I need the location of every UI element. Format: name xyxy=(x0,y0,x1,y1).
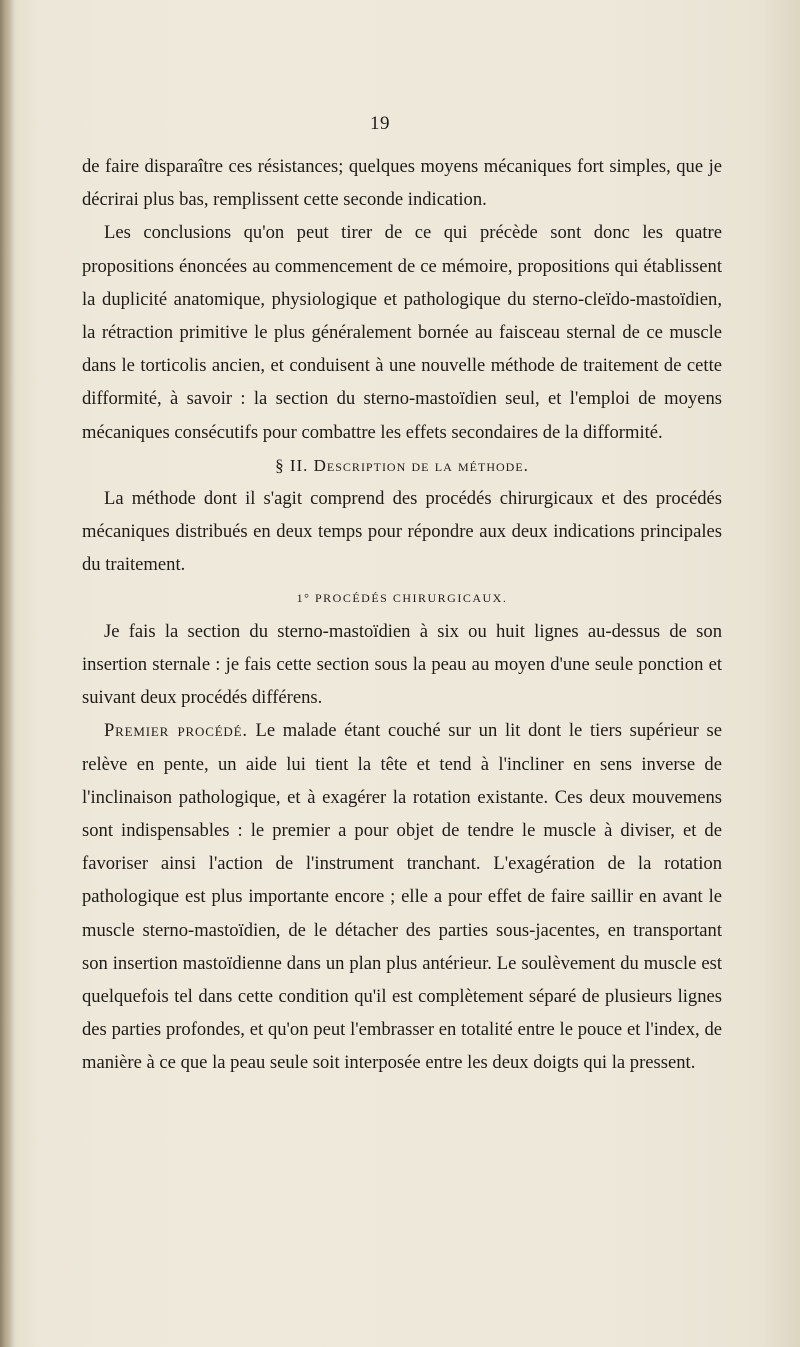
body-text xyxy=(82,150,722,1080)
section-heading-text: § II. Description de la méthode. xyxy=(275,455,529,475)
paragraph-4: Je fais la section du sterno-mastoïdien à six ou huit lignes au-dessus de son insertion sternale : je fais cette section sous la peau au moyen d'une seule ponction et suivant deux procédés différens. xyxy=(82,620,722,709)
sub-heading: 1° PROCÉDÉS CHIRURGICAUX. xyxy=(296,590,508,605)
page-number: 19 xyxy=(370,113,390,134)
paragraph-5-lead: Premier procédé. xyxy=(104,720,248,742)
paragraph-3: La méthode dont il s'agit comprend des procédés chirurgicaux et des procédés mécaniques distribués en deux temps pour répondre aux deux indications principales du traitement. xyxy=(82,488,722,576)
spine-shadow xyxy=(0,0,14,1347)
section-heading xyxy=(82,449,722,482)
paragraph-2: Les conclusions qu'on peut tirer de ce qui précède sont donc les quatre propositions énoncées au commencement de ce mémoire, propositions qui établissent la duplicité anatomique, physiologique et pathologique du sterno-cleïdo-mastoïdien, la rétraction primitive le plus généralement bornée au faisceau sternal de ce muscle dans le torticolis ancien, et conduisent à une nouvelle méthode de traitement de cette difformité, à savoir : la section du sterno-mastoïdien seul, et l'emploi de moyens mécaniques consécutifs pour combattre les effets secondaires de la difformité. xyxy=(82,222,722,443)
paragraph-1: de faire disparaître ces résistances; quelques moyens mécaniques fort simples, que je décrirai plus bas, remplissent cette seconde indication. xyxy=(82,156,722,211)
paragraph-5-text: Le malade étant couché sur un lit dont le tiers supérieur se relève en pente, un aide lui tient la tête et tend à l'incliner en sens inverse de l'inclinaison pathologique, et à exagérer la rotation existante. Ces deux mouvemens sont indispensables : le premier a pour objet de tendre le muscle à diviser, et de favoriser ainsi l'action de l'instrument tranchant. L'exagération de la rotation pathologique est plus importante encore ; elle a pour effet de faire saillir en avant le muscle sterno-mastoïdien, de le détacher des parties sous-jacentes, en transportant son insertion mastoïdienne dans un plan plus antérieur. Le soulèvement du muscle est quelquefois tel dans cette condition qu'il est complètement séparé de plusieurs lignes des parties profondes, et qu'on peut l'embrasser en totalité entre le pouce et l'index, de manière à ce que la peau seule soit interposée entre les deux doigts qui la pressent. xyxy=(82,720,722,1074)
paragraph-5 xyxy=(82,714,722,1079)
